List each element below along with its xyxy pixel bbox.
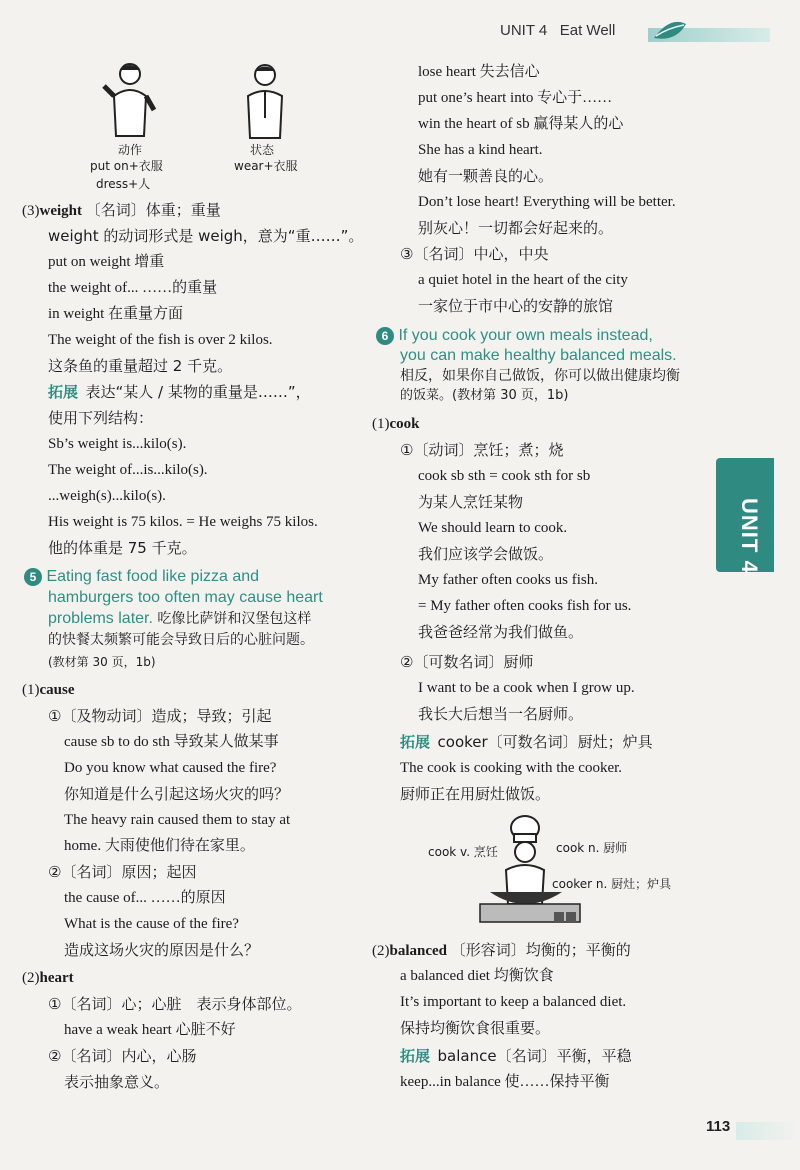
text-line: 别灰心！一切都会好起来的。 (418, 219, 614, 237)
text-line: 相反，如果你自己做饭，你可以做出健康均衡 (400, 368, 680, 384)
text-line: 的快餐太频繁可能会导致日后的心脏问题。 (48, 632, 314, 648)
text-line: put on weight 增重 (48, 254, 165, 270)
extension-line: 拓展 表达“某人 / 某物的重量是……”， (48, 383, 311, 401)
entry-heading: (2)heart (22, 970, 74, 986)
text-line: The weight of the fish is over 2 kilos. (48, 332, 273, 348)
text-line: 她有一颗善良的心。 (418, 167, 554, 185)
text-line: ②〔名词〕原因；起因 (48, 863, 197, 881)
entry-heading: (1)cook (372, 416, 420, 432)
text-line: have a weak heart 心脏不好 (64, 1022, 236, 1038)
figure-label: cooker n. 厨灶；炉具 (552, 877, 672, 891)
key-sentence-5: problems later. 吃像比萨饼和汉堡包这样 (48, 610, 312, 627)
text-line: 我们应该学会做饭。 (418, 545, 554, 563)
figure-caption: wear+衣服 (234, 159, 298, 173)
text-line: We should learn to cook. (418, 520, 568, 536)
person-wearing-icon (240, 62, 290, 140)
key-sentence-5: 5 Eating fast food like pizza and (24, 567, 259, 587)
text-line: ③〔名词〕中心，中央 (400, 245, 549, 263)
chef-cooking-illustration (470, 812, 590, 930)
text-line: lose heart 失去信心 (418, 64, 540, 80)
text-line: ①〔动词〕烹饪；煮；烧 (400, 441, 564, 459)
entry-heading: (2)balanced 〔形容词〕均衡的；平衡的 (372, 941, 631, 959)
text-line: cook sb sth = cook sth for sb (418, 468, 591, 484)
text-line: 厨师正在用厨灶做饭。 (400, 785, 551, 803)
figure-caption: 动作 (118, 143, 143, 157)
text-line: 我爸爸经常为我们做鱼。 (418, 623, 584, 641)
text-line: 使用下列结构： (48, 409, 154, 427)
text-line: 这条鱼的重量超过 2 千克。 (48, 357, 233, 375)
text-line: a quiet hotel in the heart of the city (418, 272, 628, 288)
text-line: The cook is cooking with the cooker. (400, 760, 623, 776)
text-line: 他的体重是 75 千克。 (48, 539, 197, 557)
header-unit: UNIT 4 (500, 22, 548, 39)
text-line: ①〔名词〕心；心脏 表示身体部位。 (48, 995, 302, 1013)
figure-caption: dress+人 (96, 177, 151, 191)
text-line: What is the cause of the fire? (64, 916, 239, 932)
entry-heading: (1)cause (22, 682, 75, 698)
text-line: It’s important to keep a balanced diet. (400, 994, 627, 1010)
text-line: cause sb to do sth 导致某人做某事 (64, 734, 279, 750)
text-line: weight 的动词形式是 weigh，意为“重……”。 (48, 227, 364, 245)
text-line: home. 大雨使他们待在家里。 (64, 838, 255, 854)
key-sentence-6: 6 If you cook your own meals instead, (376, 326, 653, 346)
text-line: 为某人烹饪某物 (418, 493, 524, 511)
text-line: Don’t lose heart! Everything will be better. (418, 194, 676, 210)
text-line: 表示抽象意义。 (64, 1073, 170, 1091)
text-line: 的饭菜。(教材第 30 页，1b) (400, 388, 569, 403)
running-header (500, 22, 615, 39)
text-line: His weight is 75 kilos. = He weighs 75 kilos. (48, 514, 318, 530)
text-line: a balanced diet 均衡饮食 (400, 968, 554, 984)
key-sentence-5: hamburgers too often may cause heart (48, 589, 323, 606)
text-line: She has a kind heart. (418, 142, 543, 158)
text-line: 造成这场火灾的原因是什么？ (64, 941, 260, 959)
header-title: Eat Well (559, 22, 616, 39)
text-line: ②〔可数名词〕厨师 (400, 653, 534, 671)
text-line: = My father often cooks fish for us. (418, 598, 632, 614)
text-line: ②〔名词〕内心，心肠 (48, 1047, 197, 1065)
extension-line: 拓展 cooker〔可数名词〕厨灶；炉具 (400, 733, 653, 751)
footer-decor-bar (736, 1122, 800, 1140)
text-line: I want to be a cook when I grow up. (418, 680, 635, 696)
text-line: The weight of...is...kilo(s). (48, 462, 208, 478)
key-sentence-6: you can make healthy balanced meals. (400, 347, 677, 364)
text-line: put one’s heart into 专心于…… (418, 90, 613, 106)
text-line: ①〔及物动词〕造成；导致；引起 (48, 707, 272, 725)
text-line: 保持均衡饮食很重要。 (400, 1019, 551, 1037)
figure-label: cook n. 厨师 (556, 841, 628, 855)
text-line: My father often cooks us fish. (418, 572, 598, 588)
textbook-ref: (教材第 30 页，1b) (48, 655, 156, 669)
text-line: Sb’s weight is...kilo(s). (48, 436, 187, 452)
text-line: keep...in balance 使……保持平衡 (400, 1074, 610, 1090)
figure-label: cook v. 烹饪 (428, 845, 498, 859)
text-line: The heavy rain caused them to stay at (64, 812, 291, 828)
text-line: the cause of... ……的原因 (64, 890, 226, 906)
text-line: 我长大后想当一名厨师。 (418, 705, 584, 723)
entry-heading: (3)weight 〔名词〕体重；重量 (22, 201, 221, 219)
person-putting-on-icon (100, 60, 160, 140)
figure-caption: 状态 (250, 143, 275, 157)
leaf-icon (650, 14, 690, 46)
figure-caption: put on+衣服 (90, 159, 163, 173)
text-line: ...weigh(s)...kilo(s). (48, 488, 166, 504)
page-number: 113 (706, 1118, 731, 1135)
extension-line: 拓展 balance〔名词〕平衡，平稳 (400, 1047, 632, 1065)
text-line: win the heart of sb 赢得某人的心 (418, 116, 624, 132)
text-line: in weight 在重量方面 (48, 306, 183, 322)
text-line: Do you know what caused the fire? (64, 760, 277, 776)
unit-side-tab: UNIT 4 (716, 458, 774, 572)
text-line: 一家位于市中心的安静的旅馆 (418, 297, 614, 315)
text-line: the weight of... ……的重量 (48, 280, 218, 296)
text-line: 你知道是什么引起这场火灾的吗？ (64, 785, 290, 803)
